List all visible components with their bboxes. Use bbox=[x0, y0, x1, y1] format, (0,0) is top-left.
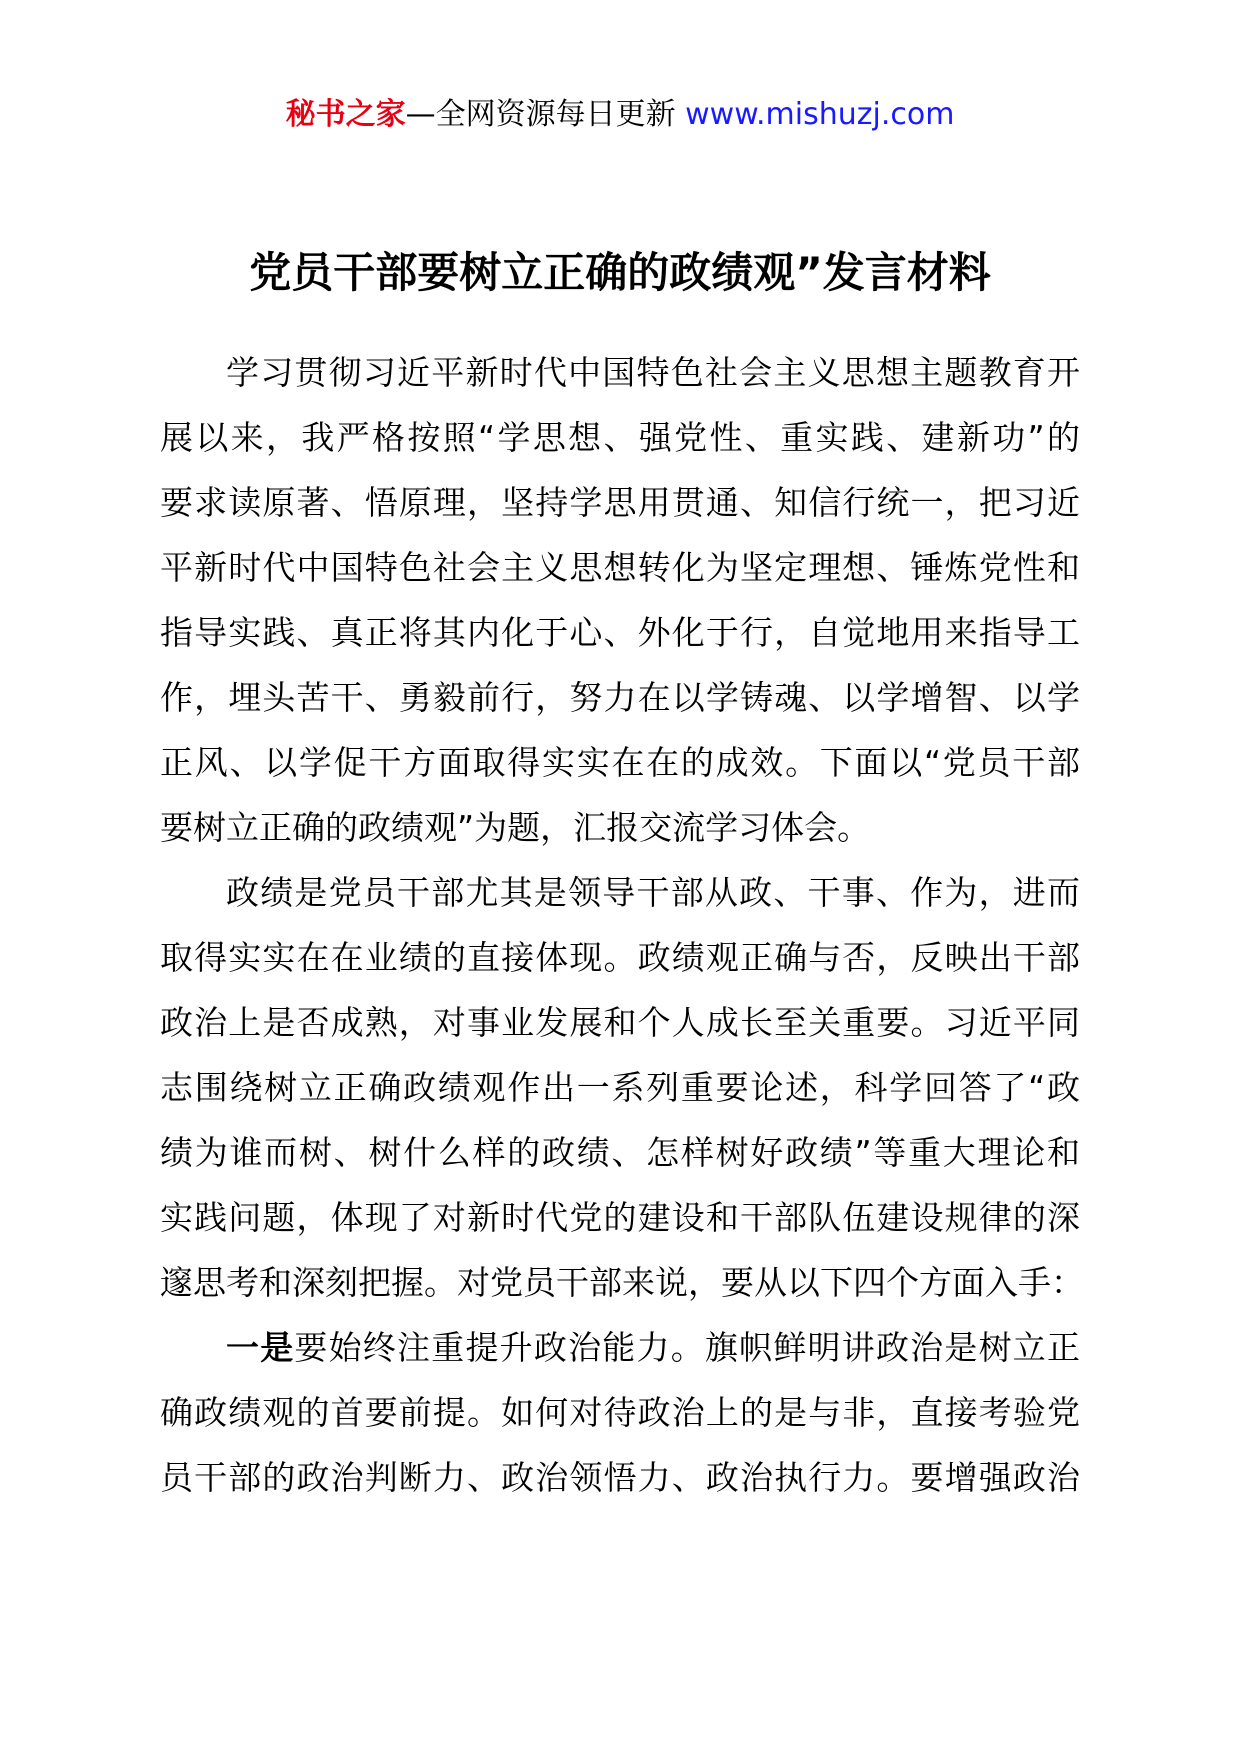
site-tagline: —全网资源每日更新 bbox=[405, 97, 686, 132]
text-line: 平新时代中国特色社会主义思想转化为坚定理想、锤炼党性和 bbox=[160, 548, 1080, 587]
site-url-link[interactable]: www.mishuzj.com bbox=[685, 97, 955, 132]
paragraph-point-one bbox=[160, 1315, 1080, 1510]
text-line: 取得实实在在业绩的直接体现。政绩观正确与否，反映出干部 bbox=[160, 938, 1080, 977]
text-line: 展以来，我严格按照“学思想、强党性、重实践、建新功”的 bbox=[160, 418, 1080, 457]
text-line: 要树立正确的政绩观”为题，汇报交流学习体会。 bbox=[160, 808, 871, 847]
text-line: 政治上是否成熟，对事业发展和个人成长至关重要。习近平同 bbox=[160, 1003, 1080, 1042]
point-lead: 一是 bbox=[226, 1328, 295, 1367]
paragraph-political-achievement bbox=[160, 860, 1084, 1315]
text-line: 确政绩观的首要前提。如何对待政治上的是与非，直接考验党 bbox=[160, 1393, 1080, 1432]
site-brand: 秘书之家 bbox=[285, 97, 406, 132]
point-text: 要始终注重提升政治能力。旗帜鲜明讲政治是树立正 bbox=[294, 1328, 1081, 1367]
document-title: 党员干部要树立正确的政绩观”发言材料 bbox=[249, 248, 991, 297]
text-line: 志围绕树立正确政绩观作出一系列重要论述，科学回答了“政 bbox=[160, 1068, 1080, 1107]
paragraph-intro bbox=[160, 340, 1080, 860]
text-line: 学习贯彻习近平新时代中国特色社会主义思想主题教育开 bbox=[226, 353, 1080, 392]
text-line: 绩为谁而树、树什么样的政绩、怎样树好政绩”等重大理论和 bbox=[160, 1133, 1080, 1172]
text-line: 员干部的政治判断力、政治领悟力、政治执行力。要增强政治 bbox=[160, 1458, 1080, 1497]
text-line: 邃思考和深刻把握。对党员干部来说，要从以下四个方面入手： bbox=[160, 1263, 1084, 1302]
site-header bbox=[0, 95, 1240, 135]
text-line: 要求读原著、悟原理，坚持学思用贯通、知信行统一，把习近 bbox=[160, 483, 1080, 522]
document-body bbox=[160, 340, 1084, 1510]
text-line: 实践问题，体现了对新时代党的建设和干部队伍建设规律的深 bbox=[160, 1198, 1080, 1237]
text-line: 指导实践、真正将其内化于心、外化于行，自觉地用来指导工 bbox=[160, 613, 1080, 652]
text-line bbox=[160, 1315, 1080, 1380]
text-line: 正风、以学促干方面取得实实在在的成效。下面以“党员干部 bbox=[160, 743, 1080, 782]
text-line: 政绩是党员干部尤其是领导干部从政、干事、作为，进而 bbox=[226, 873, 1080, 912]
text-line: 作，埋头苦干、勇毅前行，努力在以学铸魂、以学增智、以学 bbox=[160, 678, 1080, 717]
